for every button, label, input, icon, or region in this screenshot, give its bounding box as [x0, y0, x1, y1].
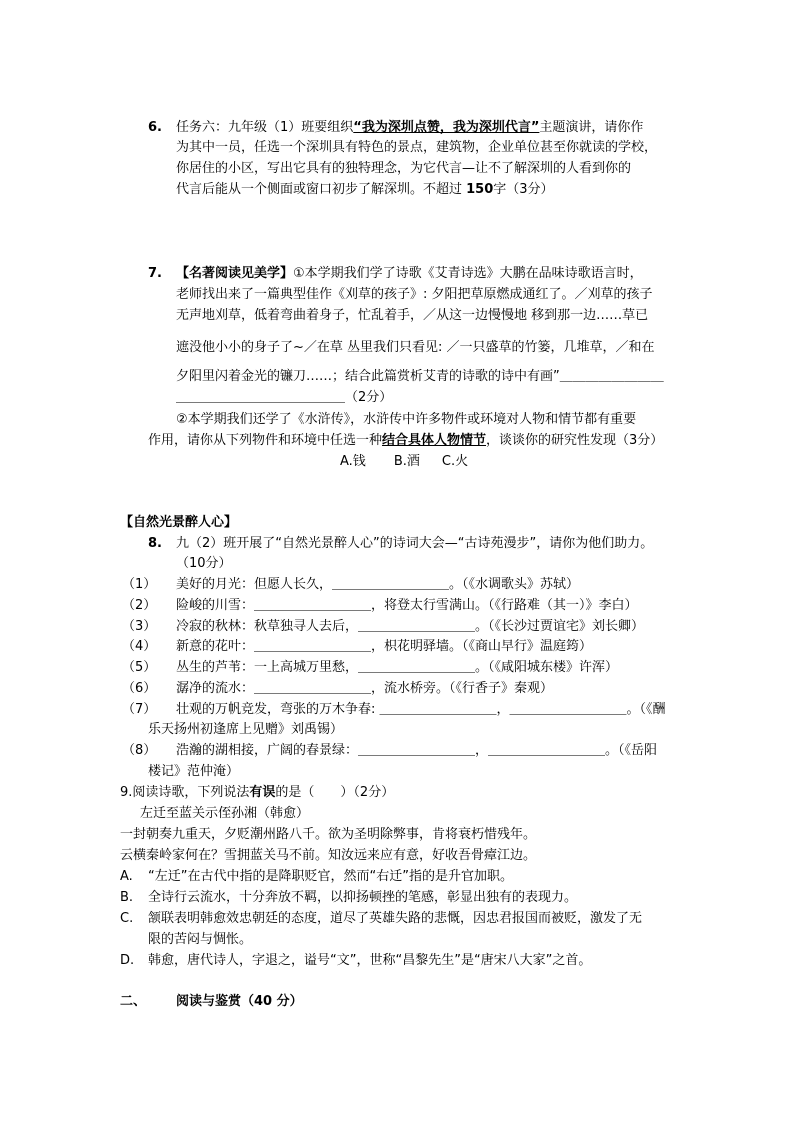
question-number: 8.	[148, 536, 162, 551]
q8-item-text: 丛生的芦苇：一上高城万里愁，＿＿＿＿＿＿＿＿＿。（《咸阳城东楼》许浑）	[176, 660, 619, 675]
q6-line-3: 你居住的小区，写出它具有的独特理念，为它代言—让不了解深圳的人看到你的	[176, 161, 632, 176]
q8-item-text: 冷寂的秋林：秋草独寻人去后，＿＿＿＿＿＿＿＿＿。（《长沙过贾谊宅》刘长卿）	[176, 619, 645, 634]
q7-line-3: 无声地刈草，低着弯曲着身子，忙乱着手，／从这一边慢慢地 移到那一边……草已	[176, 308, 649, 323]
q7-line-6: ＿＿＿＿＿＿＿＿＿＿＿＿＿（2分）	[176, 390, 393, 405]
emphasis: 有误	[249, 785, 276, 800]
q8-item-number: （5）	[122, 660, 157, 675]
choice-letter: C.	[120, 911, 134, 926]
option-c: C.火	[441, 454, 469, 469]
choice-continuation: 限的苦闷与惆怅。	[148, 932, 253, 947]
q8-item-number: （7）	[122, 702, 157, 717]
q8-item-text: 浩瀚的湖相接，广阔的春景绿：＿＿＿＿＿＿＿＿＿，＿＿＿＿＿＿＿＿＿。（《岳阳	[176, 743, 658, 758]
q8-item-number: （4）	[122, 639, 157, 654]
q8-item-continuation: 楼记》范仲淹）	[148, 764, 240, 779]
choice-text: “左迁”在古代中指的是降职贬官，然而“右迁”指的是升官加职。	[148, 869, 513, 884]
q8-item-number: （8）	[122, 743, 157, 758]
q7-line-1: 【名著阅读见美学】①本学期我们学了诗歌《艾青诗选》大鹏在品味诗歌语言时，	[176, 266, 643, 281]
section-number: 二、	[120, 994, 147, 1009]
choice-text: 韩愈，唐代诗人，字退之，谥号“文”，世称“昌黎先生”是“唐宋八大家”之首。	[148, 953, 592, 968]
option-a: A.钱	[340, 454, 366, 469]
q8-line-2: （10分）	[176, 556, 232, 571]
q7-line-4: 遮没他小小的身子了~／在草 丛里我们只看见: ／一只盛草的竹篓，几堆草，／和在	[176, 340, 655, 355]
q6-line-1: 任务六：九年级（1）班要组织“我为深圳点赞，我为深圳代言”主题演讲，请你作	[176, 120, 644, 135]
q8-item-text: 美好的月光：但愿人长久，＿＿＿＿＿＿＿＿＿。（《水调歌头》苏轼）	[176, 577, 580, 592]
q8-item-text: 险峻的川雪：＿＿＿＿＿＿＿＿＿，将登太行雪满山。（《行路难（其一）》李白）	[176, 598, 638, 613]
poem-line-1: 一封朝奏九重天，夕贬潮州路八千。欲为圣明除弊事，肯将衰朽惜残年。	[120, 827, 537, 842]
poem-title: 左迁至蓝关示侄孙湘（韩愈）	[140, 806, 310, 821]
choice-text: 全诗行云流水，十分奔放不羁，以抑扬顿挫的笔感，彰显出独有的表现力。	[148, 890, 578, 905]
q6-line-2: 为其中一员，任选一个深圳具有特色的景点，建筑物，企业单位甚至你就读的学校，	[176, 140, 658, 155]
q8-item-text: 新意的花叶：＿＿＿＿＿＿＿＿＿，枳花明驿墙。（《商山早行》温庭筠）	[176, 639, 593, 654]
choice-text: 颔联表明韩愈效忠朝廷的态度，道尽了英雄失路的悲慨，因忠君报国而被贬，激发了无	[148, 911, 643, 926]
q8-item-number: （2）	[122, 598, 157, 613]
q6-line-4: 代言后能从一个侧面或窗口初步了解深圳。不超过 150字（3分）	[176, 182, 554, 197]
q8-item-text: 潺净的流水：＿＿＿＿＿＿＿＿＿，流水桥旁。（《行香子》秦观）	[176, 681, 554, 696]
section-title: 阅读与鉴赏（40 分）	[176, 994, 303, 1009]
option-b: B.酒	[393, 454, 420, 469]
choice-letter: D.	[120, 953, 135, 968]
speech-theme: “我为深圳点赞，我为深圳代言”	[353, 120, 540, 135]
q7-line-2: 老师找出来了一篇典型佳作《刈草的孩子》: 夕阳把草原燃成通红了。／刈草的孩子	[176, 287, 653, 302]
q7-options	[340, 452, 468, 472]
question-number: 6.	[148, 120, 162, 135]
q8-item-number: （6）	[122, 681, 157, 696]
q8-item-continuation: 乐天扬州初逢席上见赠》刘禹锡）	[148, 722, 344, 737]
q7-line-5: 夕阳里闪着金光的镰刀……；结合此篇赏析艾青的诗歌的诗中有画”＿＿＿＿＿＿＿＿	[176, 369, 664, 384]
section-label: 【名著阅读见美学】	[176, 266, 294, 281]
q8-item-number: （1）	[122, 577, 157, 592]
section-heading: 【自然光景醉人心】	[120, 515, 238, 530]
poem-line-2: 云横秦岭家何在？雪拥蓝关马不前。知汝远来应有意，好收吾骨瘴江边。	[120, 848, 537, 863]
q9-stem: 9.阅读诗歌，下列说法有误的是（ ）（2分）	[120, 785, 395, 800]
q8-item-number: （3）	[122, 619, 157, 634]
emphasis: 结合具体人物情节	[382, 433, 487, 448]
choice-letter: B.	[120, 890, 134, 905]
q8-line-1: 九（2）班开展了“自然光景醉人心”的诗词大会—“古诗苑漫步”，请你为他们助力。	[176, 536, 654, 551]
q8-item-text: 壮观的万帆竞发，弯张的万木争春: ＿＿＿＿＿＿＿＿＿，＿＿＿＿＿＿＿＿＿。（《酬	[176, 702, 666, 717]
q7-line-7: ②本学期我们还学了《水浒传》，水浒传中许多物件或环境对人物和情节都有重要	[176, 412, 637, 427]
question-number: 7.	[148, 266, 162, 281]
choice-letter: A.	[120, 869, 133, 884]
q7-line-8: 作用，请你从下列物件和环境中任选一种结合具体人物情节，谈谈你的研究性发现（3分）	[148, 433, 664, 448]
